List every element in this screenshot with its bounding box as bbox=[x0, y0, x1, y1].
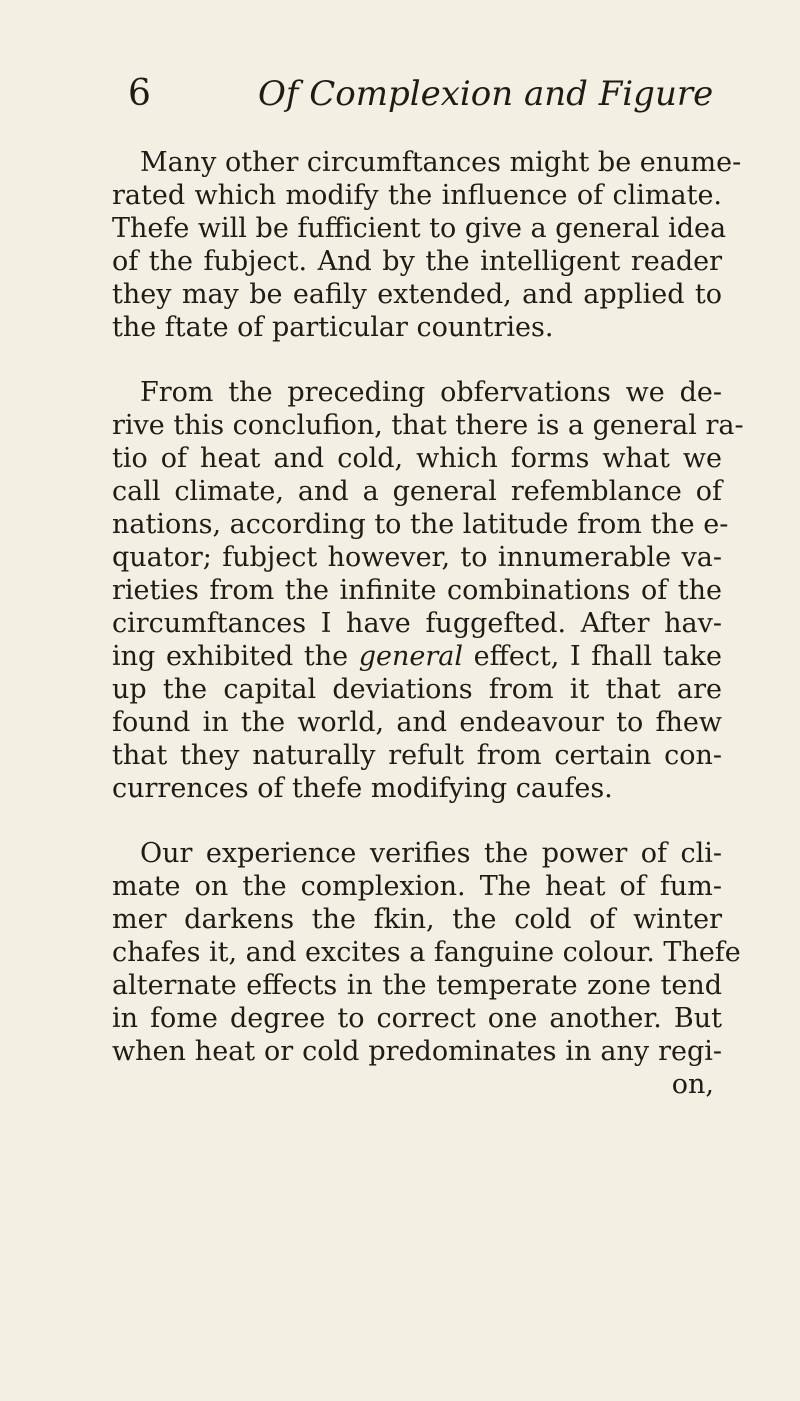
text-line: when heat or cold predominates in any regi- bbox=[112, 1036, 722, 1067]
text-line: up the capital deviations from it that are bbox=[112, 674, 722, 705]
text-line: alternate effects in the temperate zone tend bbox=[112, 970, 722, 1001]
page-header bbox=[128, 74, 728, 114]
page-number: 6 bbox=[128, 73, 151, 114]
text-line-with-emphasis bbox=[112, 640, 722, 673]
text-line: they may be eafily extended, and applied to bbox=[112, 279, 722, 310]
text-line: From the preceding obfervations we de- bbox=[140, 377, 722, 408]
text-line: chafes it, and excites a fanguine colour. Thefe bbox=[112, 937, 741, 968]
text-line: Many other circumftances might be enume- bbox=[140, 147, 742, 178]
text-line: of the fubject. And by the intelligent reader bbox=[112, 246, 722, 277]
text-line: currences of thefe modifying caufes. bbox=[112, 773, 613, 804]
text-line: rive this conclufion, that there is a general ra- bbox=[112, 410, 744, 441]
body-text bbox=[112, 146, 744, 1101]
paragraph-1 bbox=[112, 146, 742, 344]
text-line: nations, according to the latitude from the e- bbox=[112, 509, 729, 540]
text-line: circumftances I have fuggefted. After hav- bbox=[112, 608, 722, 639]
paragraph-2 bbox=[112, 376, 744, 805]
text-line: call climate, and a general refemblance of bbox=[112, 476, 722, 507]
catchword: on, bbox=[671, 1069, 714, 1100]
text-line: Thefe will be fufficient to give a general idea bbox=[112, 213, 727, 244]
text-line: that they naturally refult from certain con- bbox=[112, 740, 722, 771]
paragraph-3 bbox=[112, 837, 741, 1101]
text-segment: ing exhibited the bbox=[112, 641, 359, 672]
text-line: found in the world, and endeavour to fhew bbox=[112, 707, 722, 738]
running-head: Of Complexion and Figure bbox=[258, 74, 714, 114]
text-line: mate on the complexion. The heat of fum- bbox=[112, 871, 722, 902]
text-line: quator; fubject however, to innumerable va- bbox=[112, 542, 722, 573]
emphasis-word: general bbox=[358, 641, 464, 672]
text-line: in fome degree to correct one another. But bbox=[112, 1003, 722, 1034]
text-line: the ftate of particular countries. bbox=[112, 312, 554, 343]
text-line: rieties from the infinite combinations of the bbox=[112, 575, 722, 606]
text-line: rated which modify the influence of climate. bbox=[112, 180, 722, 211]
text-line: mer darkens the fkin, the cold of winter bbox=[112, 904, 722, 935]
text-line: tio of heat and cold, which forms what we bbox=[112, 443, 722, 474]
text-line: Our experience verifies the power of cli- bbox=[140, 838, 722, 869]
text-segment: effect, I fhall take bbox=[463, 641, 722, 672]
